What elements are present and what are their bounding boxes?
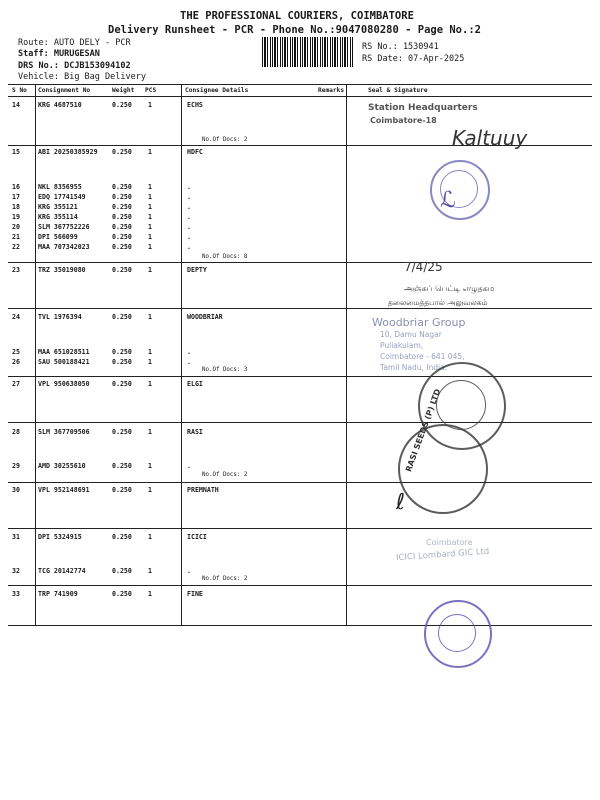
row-sno: 16 (12, 183, 20, 191)
vehicle-label: Vehicle: (18, 72, 59, 82)
station-stamp-line1: Station Headquarters (368, 103, 478, 113)
signature-image: Kaltuuy (452, 126, 528, 150)
row-consignment-no: KRG 4687510 (38, 101, 82, 109)
row-consignment-no: KRG 355114 (38, 213, 78, 221)
row-weight: 0.250 (112, 213, 132, 221)
row-weight: 0.250 (112, 148, 132, 156)
row-sno: 26 (12, 358, 20, 366)
row-pcs: 1 (148, 203, 152, 211)
row-consignment-no: DPI 566099 (38, 233, 78, 241)
row-consignee: . (187, 243, 191, 251)
row-sno: 28 (12, 428, 20, 436)
doc-count-note: No.Of Docs: 2 (202, 137, 248, 143)
row-sno: 33 (12, 590, 20, 598)
barcode-image (262, 37, 354, 67)
row-sno: 19 (12, 213, 20, 221)
row-consignee: . (187, 183, 191, 191)
vehicle-line (18, 72, 146, 82)
row-pcs: 1 (148, 380, 152, 388)
row-divider (8, 422, 592, 423)
row-consignee: . (187, 567, 191, 575)
row-consignee: ELGI (187, 380, 203, 388)
staff-label: Staff: (18, 49, 49, 59)
col-divider (346, 84, 347, 626)
row-pcs: 1 (148, 533, 152, 541)
row-consignee: FINE (187, 590, 203, 598)
row-pcs: 1 (148, 567, 152, 575)
rs-date: RS Date: 07-Apr-2025 (362, 54, 465, 64)
row-weight: 0.250 (112, 313, 132, 321)
row-pcs: 1 (148, 213, 152, 221)
row-pcs: 1 (148, 428, 152, 436)
row-sno: 25 (12, 348, 20, 356)
route-value: AUTO DELY - PCR (53, 38, 131, 48)
date-handwriting: 7/4/25 (404, 260, 443, 274)
drs-value: DCJB153094102 (64, 61, 131, 71)
woodbriar-stamp-line4: Coimbatore - 641 045, (380, 352, 465, 361)
row-sno: 22 (12, 243, 20, 251)
row-pcs: 1 (148, 193, 152, 201)
woodbriar-stamp-line2: 10, Damu Nagar (380, 330, 442, 339)
woodbriar-stamp-line5: Tamil Nadu, India. (380, 363, 448, 372)
elgi-seal-inner (436, 380, 486, 430)
doc-count-note: No.Of Docs: 2 (202, 576, 248, 582)
row-weight: 0.250 (112, 567, 132, 575)
col-weight: Weight (112, 87, 135, 94)
row-weight: 0.250 (112, 243, 132, 251)
row-consignee: . (187, 233, 191, 241)
tamil-stamp-line2: தலைமைத்தபால் அலுவலகம் (388, 298, 488, 307)
row-consignee: ICICI (187, 533, 207, 541)
row-consignment-no: TVL 1976394 (38, 313, 82, 321)
row-consignment-no: TRZ 35019080 (38, 266, 86, 274)
row-sno: 31 (12, 533, 20, 541)
rs-number: RS No.: 1530941 (362, 42, 439, 52)
row-consignment-no: ABI 20250385929 (38, 148, 98, 156)
table-bottom-border (8, 625, 592, 626)
staff-line (18, 49, 100, 59)
row-pcs: 1 (148, 313, 152, 321)
row-weight: 0.250 (112, 380, 132, 388)
row-divider (8, 308, 592, 309)
woodbriar-stamp-line1: Woodbriar Group (372, 316, 466, 329)
row-sno: 29 (12, 462, 20, 470)
row-consignee: . (187, 462, 191, 470)
icici-stamp-line2: ICICI Lombard GIC Ltd (395, 546, 490, 564)
row-sno: 27 (12, 380, 20, 388)
row-sno: 24 (12, 313, 20, 321)
col-consignee: Consignee Details (185, 87, 249, 94)
col-pcs: PCS (145, 87, 157, 94)
row-weight: 0.250 (112, 233, 132, 241)
row-weight: 0.250 (112, 486, 132, 494)
row-weight: 0.250 (112, 183, 132, 191)
row-pcs: 1 (148, 223, 152, 231)
row-pcs: 1 (148, 590, 152, 598)
row-weight: 0.250 (112, 101, 132, 109)
row-sno: 15 (12, 148, 20, 156)
row-consignment-no: SLM 367752226 (38, 223, 90, 231)
rasi-seal-text: RASI SEEDS (P) LTD (404, 387, 443, 474)
row-weight: 0.250 (112, 428, 132, 436)
row-divider (8, 482, 592, 483)
row-consignment-no: DPI 5324915 (38, 533, 82, 541)
row-pcs: 1 (148, 462, 152, 470)
row-sno: 20 (12, 223, 20, 231)
row-consignee: WOODBRIAR (187, 313, 223, 321)
station-stamp-line2: Coimbatore-18 (370, 116, 437, 125)
row-consignee: . (187, 193, 191, 201)
row-divider (8, 376, 592, 377)
row-consignee: . (187, 348, 191, 356)
row-consignment-no: NKL 8356955 (38, 183, 82, 191)
row-consignment-no: KRG 355121 (38, 203, 78, 211)
drs-label: DRS No.: (18, 61, 59, 71)
row-divider (8, 528, 592, 529)
premnath-signature: ℓ (396, 490, 406, 515)
row-consignee: PREMNATH (187, 486, 219, 494)
vehicle-value: Big Bag Delivery (64, 72, 146, 82)
col-signature: Seal & Signature (368, 87, 428, 94)
row-pcs: 1 (148, 243, 152, 251)
row-weight: 0.250 (112, 266, 132, 274)
row-weight: 0.250 (112, 223, 132, 231)
staff-value: MURUGESAN (53, 49, 100, 59)
row-weight: 0.250 (112, 348, 132, 356)
woodbriar-stamp-line3: Puliakulam, (380, 341, 424, 350)
table-header-border (8, 96, 592, 97)
row-consignee: . (187, 203, 191, 211)
row-weight: 0.250 (112, 358, 132, 366)
row-sno: 14 (12, 101, 20, 109)
row-sno: 18 (12, 203, 20, 211)
row-consignment-no: TRP 741909 (38, 590, 78, 598)
tamil-stamp-line1: அஞ்சுப் பெட்டி எழுதகம (404, 284, 495, 293)
row-pcs: 1 (148, 148, 152, 156)
row-consignment-no: MAA 651028511 (38, 348, 90, 356)
row-pcs: 1 (148, 358, 152, 366)
row-consignee: . (187, 213, 191, 221)
row-pcs: 1 (148, 486, 152, 494)
col-sno: S No (12, 87, 27, 94)
row-consignment-no: VPL 952148691 (38, 486, 90, 494)
fine-seal-inner (438, 614, 476, 652)
row-consignee: . (187, 223, 191, 231)
doc-count-note: No.Of Docs: 3 (202, 367, 248, 373)
row-pcs: 1 (148, 101, 152, 109)
drs-line (18, 61, 131, 71)
row-consignee: . (187, 358, 191, 366)
row-consignee: HDFC (187, 148, 203, 156)
row-pcs: 1 (148, 348, 152, 356)
row-consignment-no: AMD 30255610 (38, 462, 86, 470)
doc-count-note: No.Of Docs: 8 (202, 254, 248, 260)
row-consignment-no: SAU 500188421 (38, 358, 90, 366)
row-consignment-no: SLM 367709506 (38, 428, 90, 436)
runsheet-title: Delivery Runsheet - PCR - Phone No.:9047080280 - Page No.:2 (108, 24, 481, 36)
col-divider (181, 84, 182, 626)
row-consignee: RASI (187, 428, 203, 436)
row-weight: 0.250 (112, 590, 132, 598)
row-divider (8, 262, 592, 263)
route-line (18, 38, 131, 48)
row-sno: 21 (12, 233, 20, 241)
row-pcs: 1 (148, 233, 152, 241)
row-consignment-no: MAA 707342023 (38, 243, 90, 251)
row-weight: 0.250 (112, 533, 132, 541)
row-divider (8, 585, 592, 586)
row-pcs: 1 (148, 266, 152, 274)
row-consignee: ECHS (187, 101, 203, 109)
col-remarks: Remarks (318, 87, 345, 94)
doc-count-note: No.Of Docs: 2 (202, 472, 248, 478)
col-divider (35, 84, 36, 626)
row-sno: 23 (12, 266, 20, 274)
row-consignment-no: TCG 20142774 (38, 567, 86, 575)
route-label: Route: (18, 38, 49, 48)
company-name: THE PROFESSIONAL COURIERS, COIMBATORE (180, 10, 414, 22)
row-weight: 0.250 (112, 203, 132, 211)
row-consignment-no: VPL 950638050 (38, 380, 90, 388)
scribble-signature: ℒ (440, 188, 456, 213)
row-sno: 30 (12, 486, 20, 494)
col-consignment: Consignment No (38, 87, 91, 94)
row-sno: 32 (12, 567, 20, 575)
row-weight: 0.250 (112, 462, 132, 470)
row-sno: 17 (12, 193, 20, 201)
row-consignee: DEPTY (187, 266, 207, 274)
row-weight: 0.250 (112, 193, 132, 201)
row-consignment-no: EDQ 17741549 (38, 193, 86, 201)
icici-stamp-line1: Coimbatore (426, 538, 473, 547)
row-pcs: 1 (148, 183, 152, 191)
table-top-border (8, 84, 592, 85)
